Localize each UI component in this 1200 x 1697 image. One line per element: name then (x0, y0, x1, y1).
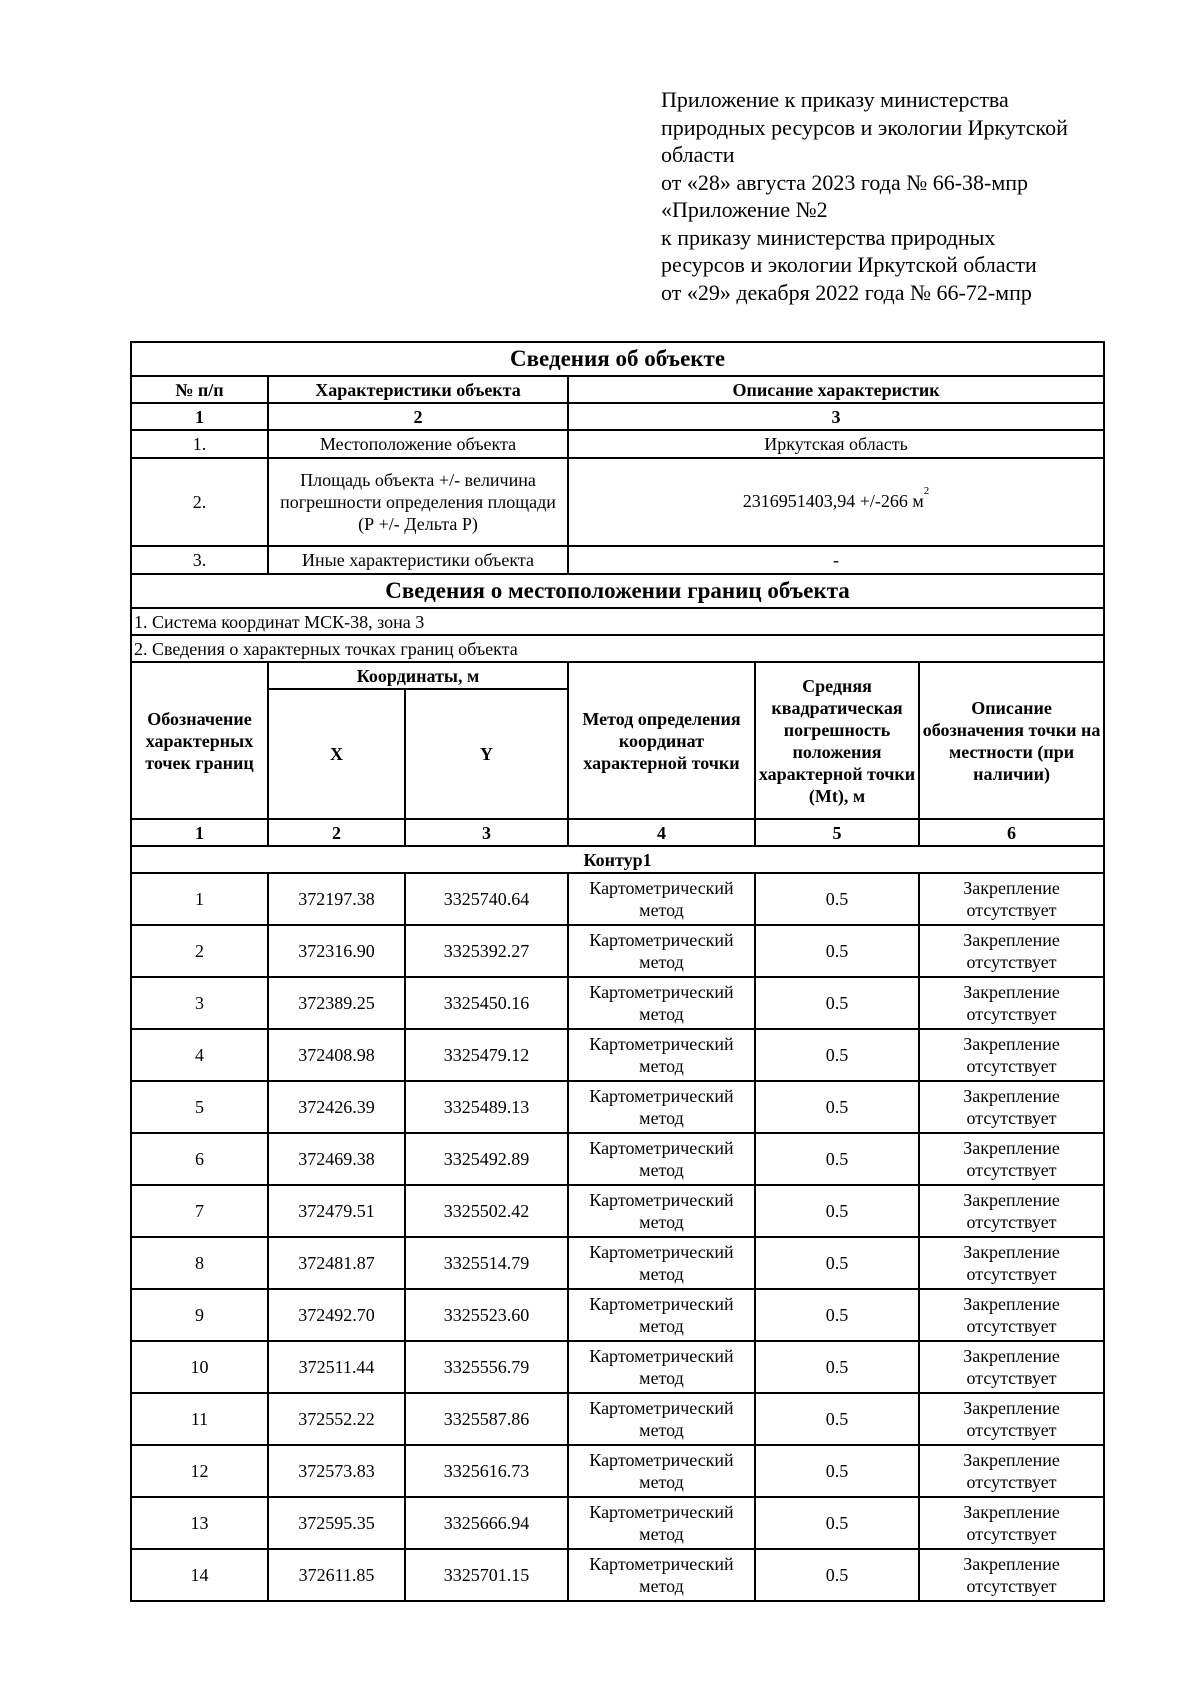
point-accuracy: 0.5 (755, 1549, 919, 1601)
header-point-description: Описание обозначения точки на местности (при наличии) (919, 662, 1104, 819)
table-row (131, 1393, 1104, 1445)
point-method: Картометрический метод (568, 925, 755, 977)
header-coordinates: Координаты, м (268, 662, 568, 689)
point-description: Закрепление отсутствует (919, 1237, 1104, 1289)
point-y: 3325392.27 (405, 925, 568, 977)
point-x: 372595.35 (268, 1497, 405, 1549)
point-x: 372481.87 (268, 1237, 405, 1289)
point-number: 11 (131, 1393, 268, 1445)
point-accuracy: 0.5 (755, 977, 919, 1029)
point-number: 8 (131, 1237, 268, 1289)
point-method: Картометрический метод (568, 1341, 755, 1393)
point-method: Картометрический метод (568, 977, 755, 1029)
order-annex-note (661, 86, 1141, 306)
characteristic-name: Площадь объекта +/- величина погрешности определения площади (Р +/- Дельта Р) (268, 458, 568, 546)
contour-label: Контур1 (131, 846, 1104, 873)
point-accuracy: 0.5 (755, 1497, 919, 1549)
header-designation: Обозначение характерных точек границ (131, 662, 268, 819)
point-method: Картометрический метод (568, 1237, 755, 1289)
coordinate-system: 1. Система координат МСК-38, зона 3 (131, 608, 1104, 635)
col-number: 3 (405, 819, 568, 846)
point-x: 372389.25 (268, 977, 405, 1029)
point-x: 372408.98 (268, 1029, 405, 1081)
point-y: 3325701.15 (405, 1549, 568, 1601)
point-number: 1 (131, 873, 268, 925)
characteristic-name: Местоположение объекта (268, 430, 568, 458)
col-number: 1 (131, 403, 268, 430)
point-description: Закрепление отсутствует (919, 925, 1104, 977)
table-row (131, 1497, 1104, 1549)
point-number: 3 (131, 977, 268, 1029)
point-description: Закрепление отсутствует (919, 1185, 1104, 1237)
header-method: Метод определения координат характерной точки (568, 662, 755, 819)
point-accuracy: 0.5 (755, 873, 919, 925)
point-x: 372197.38 (268, 873, 405, 925)
point-x: 372316.90 (268, 925, 405, 977)
point-description: Закрепление отсутствует (919, 1341, 1104, 1393)
point-accuracy: 0.5 (755, 1393, 919, 1445)
point-number: 4 (131, 1029, 268, 1081)
point-accuracy: 0.5 (755, 1237, 919, 1289)
point-description: Закрепление отсутствует (919, 873, 1104, 925)
point-number: 5 (131, 1081, 268, 1133)
col-number: 6 (919, 819, 1104, 846)
point-description: Закрепление отсутствует (919, 977, 1104, 1029)
point-description: Закрепление отсутствует (919, 1029, 1104, 1081)
point-method: Картометрический метод (568, 1081, 755, 1133)
annex-line: к приказу министерства природных (661, 224, 996, 250)
characteristic-value (568, 458, 1104, 546)
row-number: 3. (131, 546, 268, 574)
point-accuracy: 0.5 (755, 925, 919, 977)
point-number: 13 (131, 1497, 268, 1549)
point-description: Закрепление отсутствует (919, 1081, 1104, 1133)
point-accuracy: 0.5 (755, 1133, 919, 1185)
point-x: 372511.44 (268, 1341, 405, 1393)
point-y: 3325740.64 (405, 873, 568, 925)
point-y: 3325514.79 (405, 1237, 568, 1289)
point-method: Картометрический метод (568, 1549, 755, 1601)
points-caption: 2. Сведения о характерных точках границ объекта (131, 635, 1104, 662)
table-row (131, 1185, 1104, 1237)
point-description: Закрепление отсутствует (919, 1393, 1104, 1445)
col-number: 2 (268, 403, 568, 430)
point-y: 3325666.94 (405, 1497, 568, 1549)
table-row (131, 1549, 1104, 1601)
table-row (131, 1237, 1104, 1289)
annex-line: от «29» декабря 2022 года № 66-72-мпр (661, 279, 1032, 305)
table-row (131, 1341, 1104, 1393)
characteristic-value: - (568, 546, 1104, 574)
point-description: Закрепление отсутствует (919, 1289, 1104, 1341)
point-accuracy: 0.5 (755, 1289, 919, 1341)
point-x: 372573.83 (268, 1445, 405, 1497)
table-row (131, 925, 1104, 977)
point-y: 3325616.73 (405, 1445, 568, 1497)
point-method: Картометрический метод (568, 1393, 755, 1445)
point-y: 3325556.79 (405, 1341, 568, 1393)
point-x: 372611.85 (268, 1549, 405, 1601)
col-number: 4 (568, 819, 755, 846)
point-number: 12 (131, 1445, 268, 1497)
header-y: Y (405, 689, 568, 819)
col-header-characteristics: Характеристики объекта (268, 376, 568, 403)
characteristic-name: Иные характеристики объекта (268, 546, 568, 574)
point-y: 3325492.89 (405, 1133, 568, 1185)
point-x: 372426.39 (268, 1081, 405, 1133)
point-x: 372479.51 (268, 1185, 405, 1237)
table-row (131, 1133, 1104, 1185)
point-method: Картометрический метод (568, 1497, 755, 1549)
point-y: 3325502.42 (405, 1185, 568, 1237)
point-number: 2 (131, 925, 268, 977)
point-accuracy: 0.5 (755, 1341, 919, 1393)
header-x: X (268, 689, 405, 819)
area-value: 2316951403,94 +/-266 м (742, 490, 924, 511)
location-section-title: Сведения о местоположении границ объекта (131, 574, 1104, 608)
row-number: 1. (131, 430, 268, 458)
point-y: 3325489.13 (405, 1081, 568, 1133)
point-y: 3325479.12 (405, 1029, 568, 1081)
point-x: 372552.22 (268, 1393, 405, 1445)
header-accuracy: Средняя квадратическая погрешность положения характерной точки (Mt), м (755, 662, 919, 819)
table-row (131, 977, 1104, 1029)
table-row (131, 1289, 1104, 1341)
annex-line: Приложение к приказу министерства (661, 87, 1009, 112)
point-description: Закрепление отсутствует (919, 1497, 1104, 1549)
annex-line: ресурсов и экологии Иркутской области (661, 252, 1037, 277)
point-number: 14 (131, 1549, 268, 1601)
point-method: Картометрический метод (568, 1289, 755, 1341)
object-section-title: Сведения об объекте (131, 342, 1104, 376)
table-row (131, 1029, 1104, 1081)
point-method: Картометрический метод (568, 1029, 755, 1081)
col-number: 1 (131, 819, 268, 846)
characteristic-value: Иркутская область (568, 430, 1104, 458)
point-number: 9 (131, 1289, 268, 1341)
point-description: Закрепление отсутствует (919, 1133, 1104, 1185)
annex-line: области (661, 142, 735, 167)
row-number: 2. (131, 458, 268, 546)
point-description: Закрепление отсутствует (919, 1549, 1104, 1601)
col-number: 5 (755, 819, 919, 846)
point-y: 3325450.16 (405, 977, 568, 1029)
point-accuracy: 0.5 (755, 1445, 919, 1497)
col-header-number: № п/п (131, 376, 268, 403)
point-y: 3325523.60 (405, 1289, 568, 1341)
point-method: Картометрический метод (568, 873, 755, 925)
area-unit-superscript: 2 (923, 484, 930, 497)
col-header-description: Описание характеристик (568, 376, 1104, 403)
annex-line: от «28» августа 2023 года № 66-38-мпр (661, 169, 1029, 195)
point-number: 6 (131, 1133, 268, 1185)
point-description: Закрепление отсутствует (919, 1445, 1104, 1497)
object-info-table (130, 341, 1105, 1602)
point-method: Картометрический метод (568, 1185, 755, 1237)
point-accuracy: 0.5 (755, 1185, 919, 1237)
table-row (131, 1081, 1104, 1133)
point-x: 372469.38 (268, 1133, 405, 1185)
annex-line: «Приложение №2 (661, 197, 828, 222)
point-number: 10 (131, 1341, 268, 1393)
annex-line: природных ресурсов и экологии Иркутской (661, 114, 1068, 140)
table-row (131, 1445, 1104, 1497)
point-y: 3325587.86 (405, 1393, 568, 1445)
point-number: 7 (131, 1185, 268, 1237)
point-method: Картометрический метод (568, 1445, 755, 1497)
col-number: 3 (568, 403, 1104, 430)
col-number: 2 (268, 819, 405, 846)
point-accuracy: 0.5 (755, 1081, 919, 1133)
table-row (131, 873, 1104, 925)
point-x: 372492.70 (268, 1289, 405, 1341)
point-accuracy: 0.5 (755, 1029, 919, 1081)
point-method: Картометрический метод (568, 1133, 755, 1185)
